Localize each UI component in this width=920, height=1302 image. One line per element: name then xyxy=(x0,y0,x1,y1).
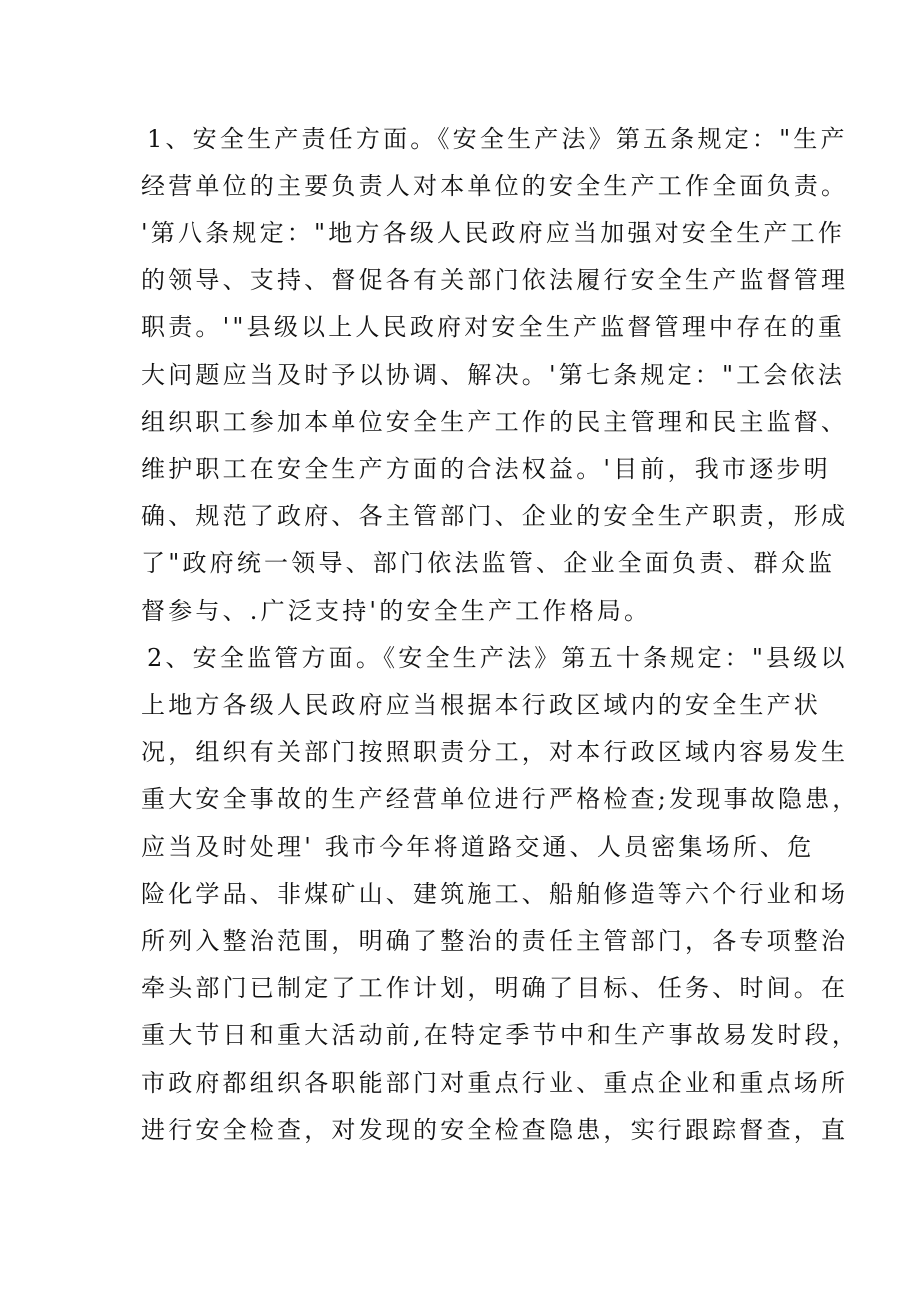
text-line: 市政府都组织各职能部门对重点行业、重点企业和重点场所 xyxy=(141,1069,849,1097)
text-line: 的领导、支持、督促各有关部门依法履行安全生产监督管理 xyxy=(141,266,849,294)
text-line: 经营单位的主要负责人对本单位的安全生产工作全面负责。 xyxy=(141,172,849,200)
text-line: 重大节日和重大活动前,在特定季节中和生产事故易发时段， xyxy=(141,1021,860,1049)
text-line: 况，组织有关部门按照职责分工，对本行政区域内容易发生 xyxy=(141,738,849,766)
text-line: 应当及时处理' 我市今年将道路交通、人员密集场所、危 xyxy=(141,833,815,861)
text-line: 维护职工在安全生产方面的合法权益。'目前，我市逐步明 xyxy=(141,455,831,483)
text-line: 了"政府统一领导、部门依法监管、企业全面负责、群众监 xyxy=(141,549,836,577)
text-line: '第八条规定："地方各级人民政府应当加强对安全生产工作 xyxy=(141,219,846,247)
text-line: 2、安全监管方面。《安全生产法》第五十条规定："县级以 xyxy=(147,644,848,672)
text-line: 组织职工参加本单位安全生产工作的民主管理和民主监督、 xyxy=(141,408,849,436)
text-line: 重大安全事故的生产经营单位进行严格检查;发现事故隐患， xyxy=(141,785,860,813)
text-line: 1、安全生产责任方面。《安全生产法》第五条规定："生产 xyxy=(147,125,848,153)
text-line: 确、规范了政府、各主管部门、企业的安全生产职责，形成 xyxy=(141,502,849,530)
text-line: 牵头部门已制定了工作计划，明确了目标、任务、时间。在 xyxy=(141,974,849,1002)
text-line: 所列入整治范围，明确了整治的责任主管部门，各专项整治 xyxy=(141,927,849,955)
text-line: 险化学品、非煤矿山、建筑施工、船舶修造等六个行业和场 xyxy=(141,880,849,908)
text-line: 大问题应当及时予以协调、解决。'第七条规定："工会依法 xyxy=(141,361,846,389)
text-line: 职责。'"县级以上人民政府对安全生产监督管理中存在的重 xyxy=(141,313,846,341)
text-line: 进行安全检查，对发现的安全检查隐患，实行跟踪督查，直 xyxy=(141,1116,849,1144)
text-line: 上地方各级人民政府应当根据本行政区域内的安全生产状 xyxy=(141,691,821,719)
text-line: 督参与、.广泛支持'的安全生产工作格局。 xyxy=(141,597,652,625)
